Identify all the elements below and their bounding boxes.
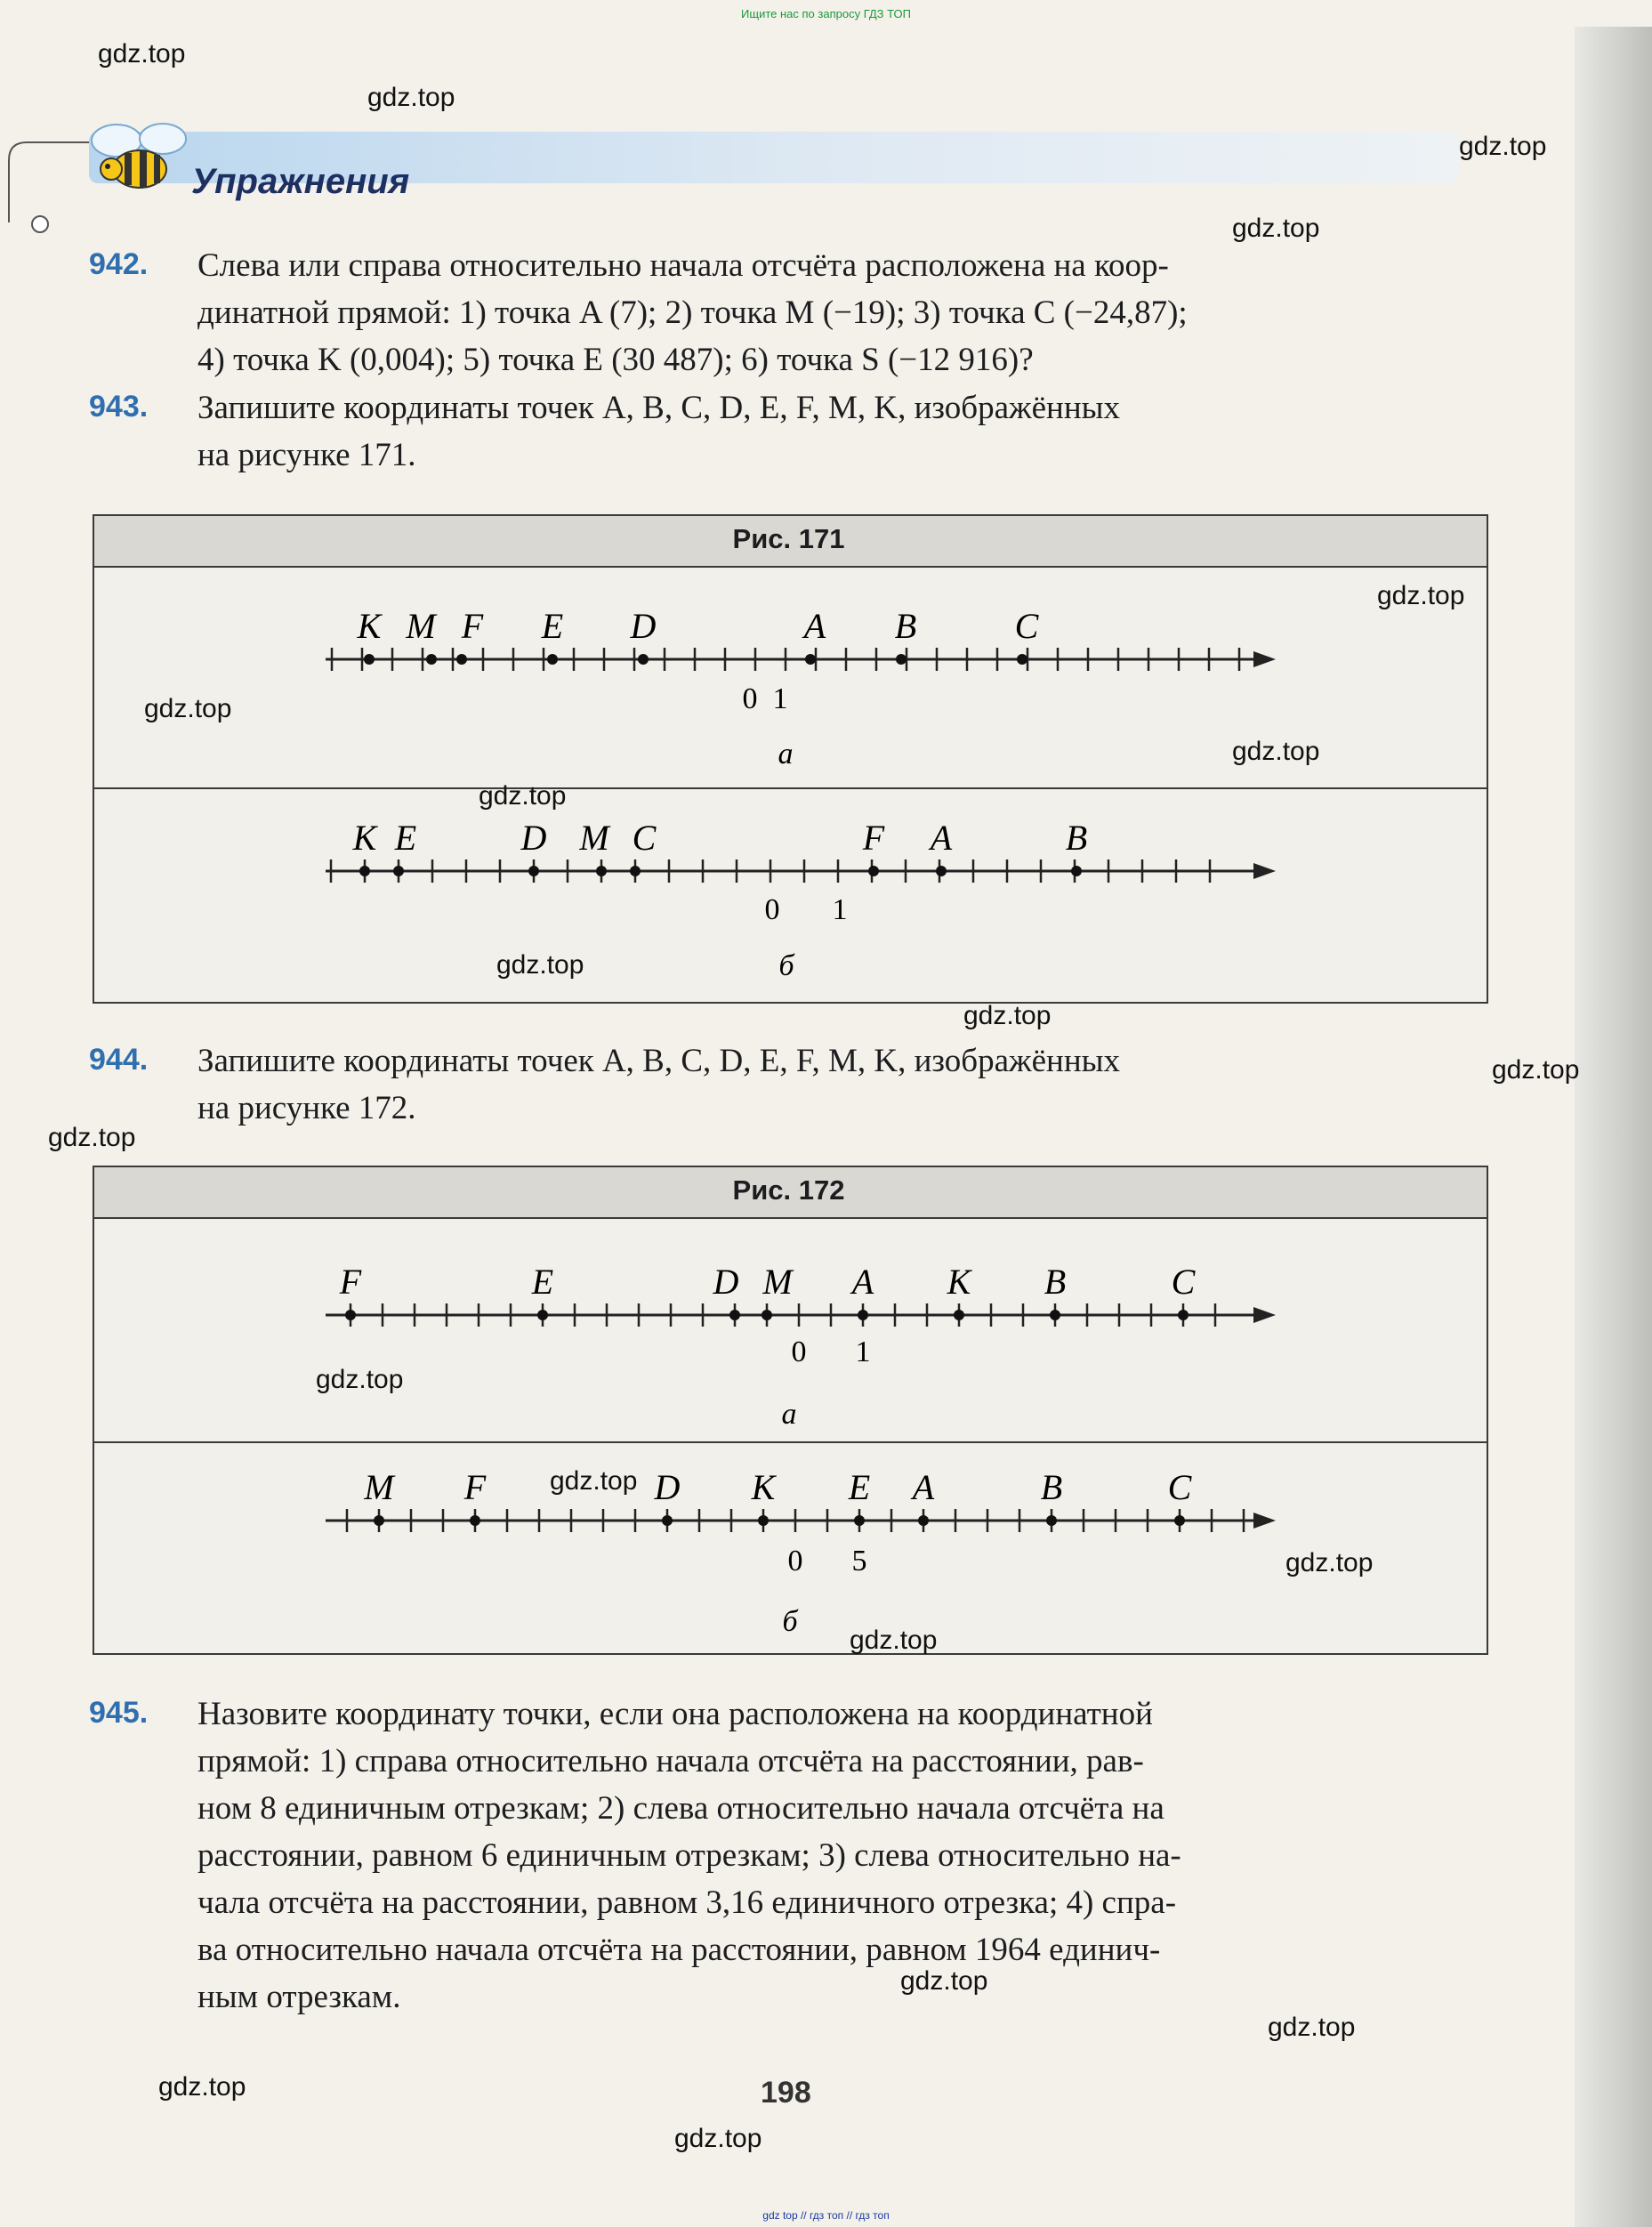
point-label: K [751,1467,776,1507]
point-label: B [1044,1262,1067,1302]
tick-label-1: 1 [772,682,788,715]
watermark: gdz.top [1232,214,1320,243]
exercise-943-text [197,384,1496,479]
page-edge-shadow [1575,27,1652,2227]
point-label: M [406,606,436,646]
watermark: gdz.top [1492,1055,1580,1085]
watermark: gdz.top [496,950,584,980]
point-label: F [461,606,484,646]
point-label: E [848,1467,871,1507]
point-label: M [762,1262,793,1302]
axis-arrow [1253,1513,1276,1529]
point-marker [954,1310,964,1320]
exercise-945-line: ном 8 единичным отрезкам; 2) слева относительно начала отсчёта на [197,1790,1164,1827]
watermark: gdz.top [850,1626,938,1655]
point-marker [858,1310,868,1320]
point-label: E [394,818,417,858]
point-label: B [1065,818,1088,858]
point-label: C [632,818,657,858]
bottom-note: gdz top // гдз топ // гдз топ [762,2209,890,2222]
point-marker [596,866,607,876]
watermark: gdz.top [1377,581,1465,610]
point-label: B [894,606,917,646]
point-label: E [541,606,564,646]
point-label: A [930,818,953,858]
exercise-945-line: расстоянии, равном 6 единичным отрезкам; 3) слева относительно на- [197,1837,1181,1874]
point-label: F [339,1262,362,1302]
fig172-line-a [93,1217,1485,1441]
point-marker [918,1515,929,1526]
subfigure-label: б [778,949,794,982]
points [363,1467,1192,1526]
exercise-942-line: 4) точка K (0,004); 5) точка E (30 487); 6) точка S (−12 916)? [197,342,1034,378]
point-marker [456,654,467,665]
watermark: gdz.top [550,1466,638,1496]
point-marker [1178,1310,1189,1320]
point-marker [359,866,370,876]
point-label: C [1014,606,1039,646]
point-marker [470,1515,480,1526]
exercise-943-line: Запишите координаты точек A, B, C, D, E, F, M, K, изображённых [197,390,1120,426]
point-marker [936,866,947,876]
fig172-line-b [93,1444,1485,1650]
watermark: gdz.top [158,2072,246,2102]
axis-arrow [1253,1307,1276,1323]
point-label: K [357,606,382,646]
point-label: C [1167,1467,1192,1507]
exercise-943-line: на рисунке 171. [197,437,416,473]
subfigure-label: б [782,1605,798,1638]
exercise-943-number: 943. [89,390,149,424]
point-marker [393,866,404,876]
figure-172-title: Рис. 172 [732,1174,845,1206]
point-marker [630,866,641,876]
tick-label-0: 0 [764,893,780,926]
point-label: K [352,818,377,858]
point-marker [364,654,375,665]
point-label: M [579,818,609,858]
point-label: D [520,818,547,858]
point-marker [854,1515,865,1526]
watermark: gdz.top [900,1966,988,1996]
point-label: A [803,606,826,646]
tick-label-5: 5 [851,1545,867,1577]
point-marker [547,654,558,665]
exercise-944-number: 944. [89,1043,149,1077]
exercise-945-line: чала отсчёта на расстоянии, равном 3,16 единичного отрезка; 4) спра- [197,1884,1177,1921]
exercise-944-text [197,1037,1496,1132]
watermark: gdz.top [963,1001,1052,1030]
figure-171-title: Рис. 171 [732,523,845,554]
point-label: F [463,1467,487,1507]
point-marker [1071,866,1082,876]
point-marker [1174,1515,1185,1526]
point-label: E [531,1262,554,1302]
point-marker [1046,1515,1057,1526]
tick-label-0: 0 [742,682,758,715]
figure-172-divider [93,1441,1487,1443]
exercise-942-line: динатной прямой: 1) точка A (7); 2) точка M (−19); 3) точка C (−24,87); [197,295,1188,331]
point-label: M [364,1467,394,1507]
point-marker [1017,654,1027,665]
point-label: C [1171,1262,1196,1302]
watermark: gdz.top [98,39,186,69]
point-label: A [912,1467,935,1507]
point-marker [729,1310,740,1320]
point-label: B [1040,1467,1063,1507]
point-marker [638,654,649,665]
tick-label-1: 1 [832,893,848,926]
point-marker [528,866,539,876]
watermark: gdz.top [48,1123,136,1152]
point-label: D [630,606,657,646]
exercise-945-line: Назовите координату точки, если она расположена на координатной [197,1696,1153,1732]
page-number: 198 [761,2076,811,2110]
exercise-942-number: 942. [89,247,149,281]
point-marker [345,1310,356,1320]
point-label: D [713,1262,739,1302]
tick-label-0: 0 [787,1545,803,1577]
points [339,1262,1197,1320]
point-label: A [851,1262,874,1302]
fig171-line-b [93,790,1485,998]
watermark: gdz.top [1232,737,1320,766]
point-marker [374,1515,384,1526]
watermark: gdz.top [144,694,232,723]
exercise-942-line: Слева или справа относительно начала отсчёта расположена на коор- [197,247,1169,284]
bee-icon [85,114,196,198]
point-marker [537,1310,548,1320]
top-note: Ищите нас по запросу ГДЗ ТОП [741,7,911,20]
point-label: F [862,818,885,858]
exercise-945-number: 945. [89,1696,149,1730]
exercise-944-line: на рисунке 172. [197,1090,416,1126]
point-marker [762,1310,772,1320]
point-marker [758,1515,769,1526]
subfigure-label: а [781,1398,797,1431]
watermark: gdz.top [316,1365,404,1394]
point-marker [426,654,437,665]
point-marker [896,654,907,665]
exercise-945-line: прямой: 1) справа относительно начала отсчёта на расстоянии, рав- [197,1743,1144,1779]
axis-arrow [1253,863,1276,879]
point-marker [805,654,816,665]
subfigure-label: а [778,738,794,771]
point-label: K [947,1262,971,1302]
watermark: gdz.top [479,781,567,811]
point-marker [868,866,879,876]
exercise-942-text [197,242,1496,383]
exercise-945-line: ным отрезкам. [197,1979,401,2015]
tick-label-0: 0 [791,1335,807,1368]
point-marker [662,1515,673,1526]
exercise-945-text [197,1690,1496,2021]
exercise-945-line: ва относительно начала отсчёта на расстоянии, равном 1964 единич- [197,1932,1161,1968]
exercise-944-line: Запишите координаты точек A, B, C, D, E, F, M, K, изображённых [197,1043,1120,1079]
point-label: D [654,1467,681,1507]
tick-label-1: 1 [855,1335,871,1368]
section-title: Упражнения [191,162,410,201]
points [352,818,1088,876]
watermark: gdz.top [1285,1548,1374,1577]
watermark: gdz.top [367,83,455,112]
watermark: gdz.top [1459,132,1547,161]
point-marker [1050,1310,1060,1320]
watermark: gdz.top [674,2124,762,2153]
watermark: gdz.top [1268,2013,1356,2042]
axis-arrow [1253,651,1276,667]
